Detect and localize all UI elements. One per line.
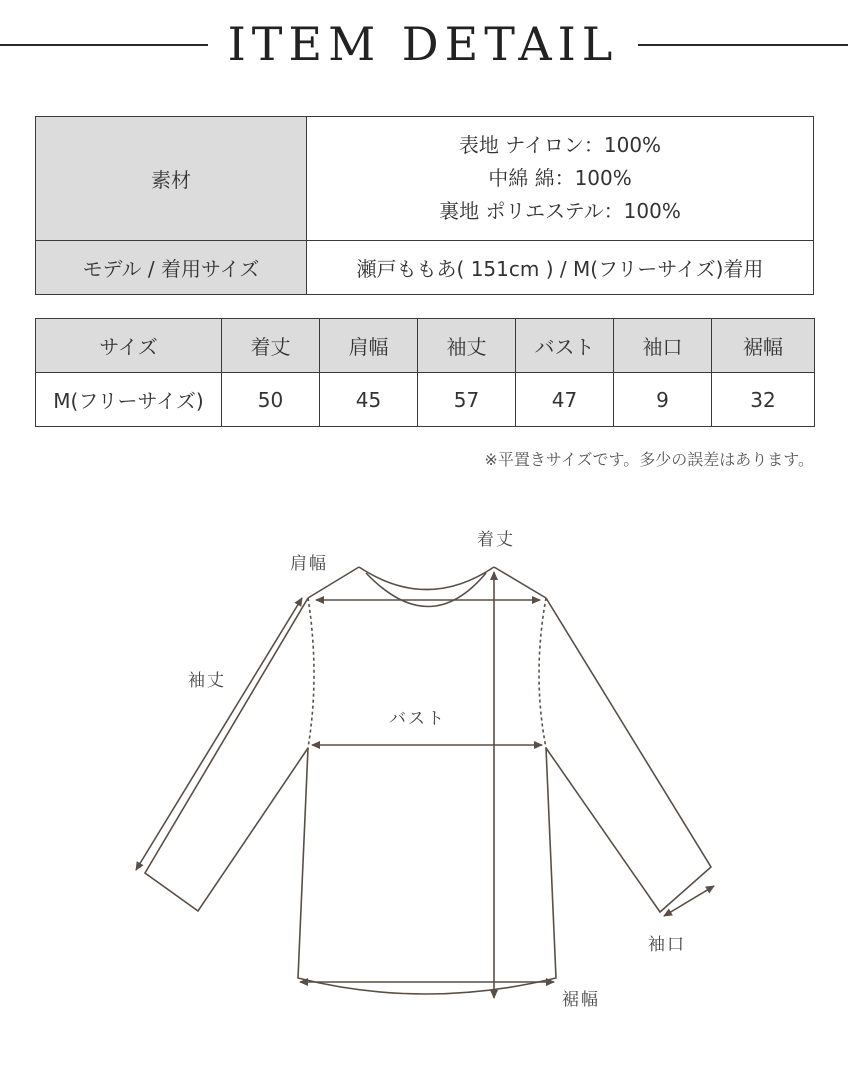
title-divider-right — [638, 44, 848, 46]
cell-size: M(フリーサイズ) — [36, 373, 222, 427]
shoulder-right — [494, 567, 546, 598]
model-label: モデル / 着用サイズ — [36, 241, 307, 295]
label-shoulder: 肩幅 — [290, 554, 328, 574]
label-bust: バスト — [389, 709, 446, 729]
title-divider-left — [0, 44, 208, 46]
material-value — [307, 117, 814, 241]
header-hem: 裾幅 — [712, 319, 815, 373]
cell-bust: 47 — [516, 373, 614, 427]
cell-cuff: 9 — [614, 373, 712, 427]
sleeve-right — [546, 598, 711, 912]
size-value-row — [36, 373, 815, 427]
label-sleeve: 袖丈 — [188, 671, 226, 691]
garment-diagram — [0, 500, 848, 1030]
cell-sleeve: 57 — [418, 373, 516, 427]
material-table — [35, 116, 814, 295]
body-outline — [298, 748, 556, 994]
cell-hem: 32 — [712, 373, 815, 427]
armhole-left — [308, 598, 314, 748]
material-label: 素材 — [36, 117, 307, 241]
material-line-outer: 表地 ナイロン：100% — [458, 133, 662, 157]
header-bust: バスト — [516, 319, 614, 373]
size-table — [35, 318, 815, 427]
size-note: ※平置きサイズです。多少の誤差はあります。 — [484, 450, 814, 469]
armhole-right — [539, 598, 546, 748]
header-sleeve: 袖丈 — [418, 319, 516, 373]
cell-length: 50 — [222, 373, 320, 427]
cell-shoulder: 45 — [320, 373, 418, 427]
model-row — [36, 241, 814, 295]
material-line-lining: 裏地 ポリエステル：100% — [439, 199, 681, 223]
material-row — [36, 117, 814, 241]
material-line-padding: 中綿 綿：100% — [488, 166, 632, 190]
header-cuff: 袖口 — [614, 319, 712, 373]
page-title: ITEM DETAIL — [227, 17, 619, 71]
label-length: 着丈 — [477, 530, 515, 550]
measure-lines — [136, 572, 714, 998]
header-size: サイズ — [36, 319, 222, 373]
label-cuff: 袖口 — [648, 935, 686, 955]
header-shoulder: 肩幅 — [320, 319, 418, 373]
header-length: 着丈 — [222, 319, 320, 373]
size-header-row — [36, 319, 815, 373]
title-row — [0, 14, 848, 74]
model-value: 瀬戸ももあ( 151cm ) / M(フリーサイズ)着用 — [307, 241, 814, 295]
sleeve-arrow — [136, 598, 302, 870]
garment-outline — [145, 567, 711, 994]
label-hem: 裾幅 — [562, 990, 600, 1010]
sleeve-left — [145, 598, 308, 911]
